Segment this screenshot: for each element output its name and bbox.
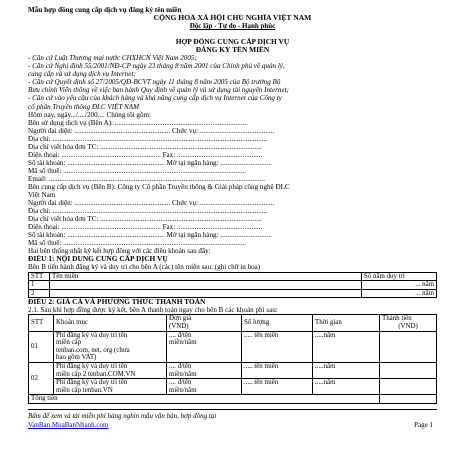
party-a-intro: Bên sử dụng dịch vụ (Bên A): ...........................................................................: [28, 118, 248, 127]
fee-item-line: Phí đăng ký và duy trì tên: [56, 362, 128, 370]
fee-table: [28, 314, 437, 404]
table-cell: .....năm: [313, 379, 380, 395]
table-cell: 02: [29, 362, 54, 394]
table-cell: ..... tên miền: [242, 362, 313, 378]
table-cell: .....năm: [313, 362, 380, 378]
national-motto: Độc lập - Tự do - Hạnh phúc: [189, 22, 276, 31]
table-cell: [380, 395, 437, 404]
total-header-unit: (VND): [398, 322, 418, 330]
table-cell: ..... tên miền: [242, 331, 313, 362]
fee-item-line: Phí đăng ký và duy trì tên: [56, 331, 128, 339]
section-1-title: ĐIỀU 1: NỘI DUNG CUNG CẤP DỊCH VỤ: [28, 255, 168, 264]
party-a-field: Địa chỉ viết hóa đơn TC: ...........................................................................................: [28, 142, 262, 151]
fee-item-line: tenban.com, net, org (chưa: [56, 346, 130, 354]
fee-price-line: .... đ/tên: [169, 331, 192, 339]
table-row: [29, 281, 437, 290]
table-cell: Tổng tiền: [29, 395, 380, 404]
fee-price-line: miền/năm: [169, 386, 197, 394]
table-header-row: [29, 315, 437, 331]
agreement-line: Hai bên thống nhất ký kết hợp đồng với các điều khoản sau đây:: [28, 247, 211, 256]
party-b-field: Địa chỉ: .........................................................................................................................: [28, 207, 268, 216]
table-total-row: [29, 395, 437, 404]
fee-price-line: .... đ/tên: [169, 379, 192, 387]
table-cell: [380, 379, 437, 395]
footer-link[interactable]: VanBan.MuaBanNhanh.com: [28, 421, 109, 429]
table-cell: [50, 281, 362, 290]
legal-basis-line: - Căn cứ Nghị định 55/2001/NĐ-CP ngày 23 tháng 8 năm 2001 của Chính phủ về quản lý,: [28, 62, 285, 71]
section-1-intro: Bên B tiến hành đăng ký và duy trì cho bên A (các) tên miền sau: (ghi chữ in hoa): [28, 263, 261, 272]
fee-item-line: miền cấp 2 tenban.COM.VN: [56, 370, 136, 378]
table-header-cell: STT: [29, 272, 50, 281]
party-a-field: Điện thoại: ........................................................ Fax: ................................................: [28, 150, 263, 159]
table-cell: [54, 362, 167, 378]
table-cell: [50, 289, 362, 298]
table-row: [29, 289, 437, 298]
table-row: [29, 379, 437, 395]
price-header-unit: (VND): [169, 322, 189, 330]
table-cell: .....năm: [313, 331, 380, 362]
party-b-field: Mã số thuế: .......................................................................................................: [28, 239, 246, 248]
table-header-cell: Thời gian: [313, 315, 380, 331]
table-cell: [54, 379, 167, 395]
fee-item-line: miền cấp tenban.VN: [56, 386, 113, 394]
fee-price-line: miền/năm: [169, 339, 197, 347]
table-header-cell: Số lượng: [242, 315, 313, 331]
party-b-field: Điện thoại: ........................................................ Fax: ................................................: [28, 223, 263, 232]
price-header: Đơn giá: [169, 315, 192, 323]
fee-item-line: miền cấp: [56, 339, 82, 347]
contract-subtitle: ĐĂNG KÝ TÊN MIỀN: [195, 46, 270, 55]
table-header-cell: Khoản mục: [54, 315, 167, 331]
table-cell: 01: [29, 331, 54, 362]
table-cell: 1: [29, 281, 50, 290]
table-cell: [167, 331, 242, 362]
table-cell: ..... tên miền: [242, 379, 313, 395]
fee-item-line: Phí đăng ký và duy trì tên: [56, 379, 128, 387]
fee-price-line: .... đ/tên: [169, 362, 192, 370]
party-b-field: Số tài khoản: ....................................................... Mở tại ngân hàng: .............................: [28, 231, 272, 240]
fee-price-line: miền/năm: [169, 370, 197, 378]
party-a-field: Số tài khoản: ....................................................... Mở tại ngân hàng: .............................: [28, 158, 272, 167]
section-2-title: ĐIỀU 2: GIÁ CẢ VÀ PHƯƠNG THỨC THANH TOÁN: [28, 298, 206, 307]
table-header-cell: STT: [29, 315, 54, 331]
legal-basis-line: cổ phần Truyền thông ĐLC VIỆT NAM: [28, 102, 140, 111]
table-cell: [380, 362, 437, 378]
table-cell: [167, 379, 242, 395]
legal-basis-line: - Căn cứ Quyết định số 27/2005/QĐ-BCVT ngày 11 tháng 8 năm 2005 của Bộ trưởng Bộ: [28, 78, 281, 87]
contract-date-line: Hôm nay, ngày.../..../200.... Chúng tôi gồm:: [28, 110, 152, 119]
footer-text: Bấm để xem và tải miễn phí hàng nghìn mẫu văn bản, hợp đồng tại: [28, 412, 217, 420]
fee-item-line: bao gồm VAT): [56, 354, 97, 362]
table-header-cell: Tên miền: [50, 272, 362, 281]
document-top-title: Mẫu hợp đồng cung cấp dịch vụ đăng ký tên miền: [28, 6, 182, 14]
table-cell: ... năm: [362, 281, 437, 290]
party-a-field: Địa chỉ: .........................................................................................................................: [28, 134, 268, 143]
party-a-field: Mã số thuế: .......................................................................................................: [28, 166, 246, 175]
legal-bases: [28, 54, 437, 110]
party-a-field: Người đại diện: ...................................................... Chức vụ: ..........................................: [28, 126, 275, 135]
legal-basis-line: Bưu chính Viễn thông về việc ban hành Quy định về quản lý và sử dụng tài nguyên Internet;: [28, 86, 289, 95]
table-cell: 2: [29, 289, 50, 298]
party-b-block: [28, 183, 437, 255]
table-cell: [380, 331, 437, 362]
party-a-field: Email: ..........................................................................................................................: [28, 174, 266, 183]
table-header-cell: [380, 315, 437, 331]
table-cell: ... năm: [362, 289, 437, 298]
table-header-cell: Số năm duy trì: [362, 272, 437, 281]
contract-title: HỢP ĐỒNG CUNG CẤP DỊCH VỤ: [175, 38, 290, 47]
table-header-row: [29, 272, 437, 281]
party-b-intro-cont: Việt Nam: [28, 191, 56, 200]
legal-basis-line: cung cấp và sử dụng dịch vụ Internet;: [28, 70, 136, 79]
table-cell: [54, 331, 167, 362]
party-a-block: [28, 111, 437, 183]
legal-basis-line: - Căn cứ vào yêu cầu của khách hàng và khả năng cung cấp dịch vụ Internet của Công ty: [28, 94, 282, 103]
table-header-cell: [167, 315, 242, 331]
legal-basis-line: - Căn cứ Luật Thương mại nước CHXHCN Việt Nam 2005;: [28, 54, 197, 63]
table-cell: [167, 362, 242, 378]
party-b-intro: Bên cung cấp dịch vụ (Bên B): Công ty Cổ phần Truyền thông & Giải pháp công nghệ ĐLC: [28, 182, 290, 191]
total-header: Thành tiền: [382, 315, 412, 323]
page-number: Page 1: [414, 421, 433, 429]
page-footer: [28, 409, 437, 430]
national-title: CỘNG HOÀ XÃ HỘI CHỦ NGHĨA VIỆT NAM: [153, 14, 312, 23]
table-row: [29, 331, 437, 362]
party-b-field: Địa chỉ viết hóa đơn TC: ...........................................................................................: [28, 215, 262, 224]
domain-table: [28, 272, 437, 299]
section-2-intro: 2.1. Sau khi hợp đồng được ký kết, bên A thanh toán ngay cho bên B các khoản phí sau:: [28, 306, 278, 315]
table-row: [29, 362, 437, 378]
party-b-field: Người đại diện: ...................................................... Chức vụ: ..........................................: [28, 199, 275, 208]
